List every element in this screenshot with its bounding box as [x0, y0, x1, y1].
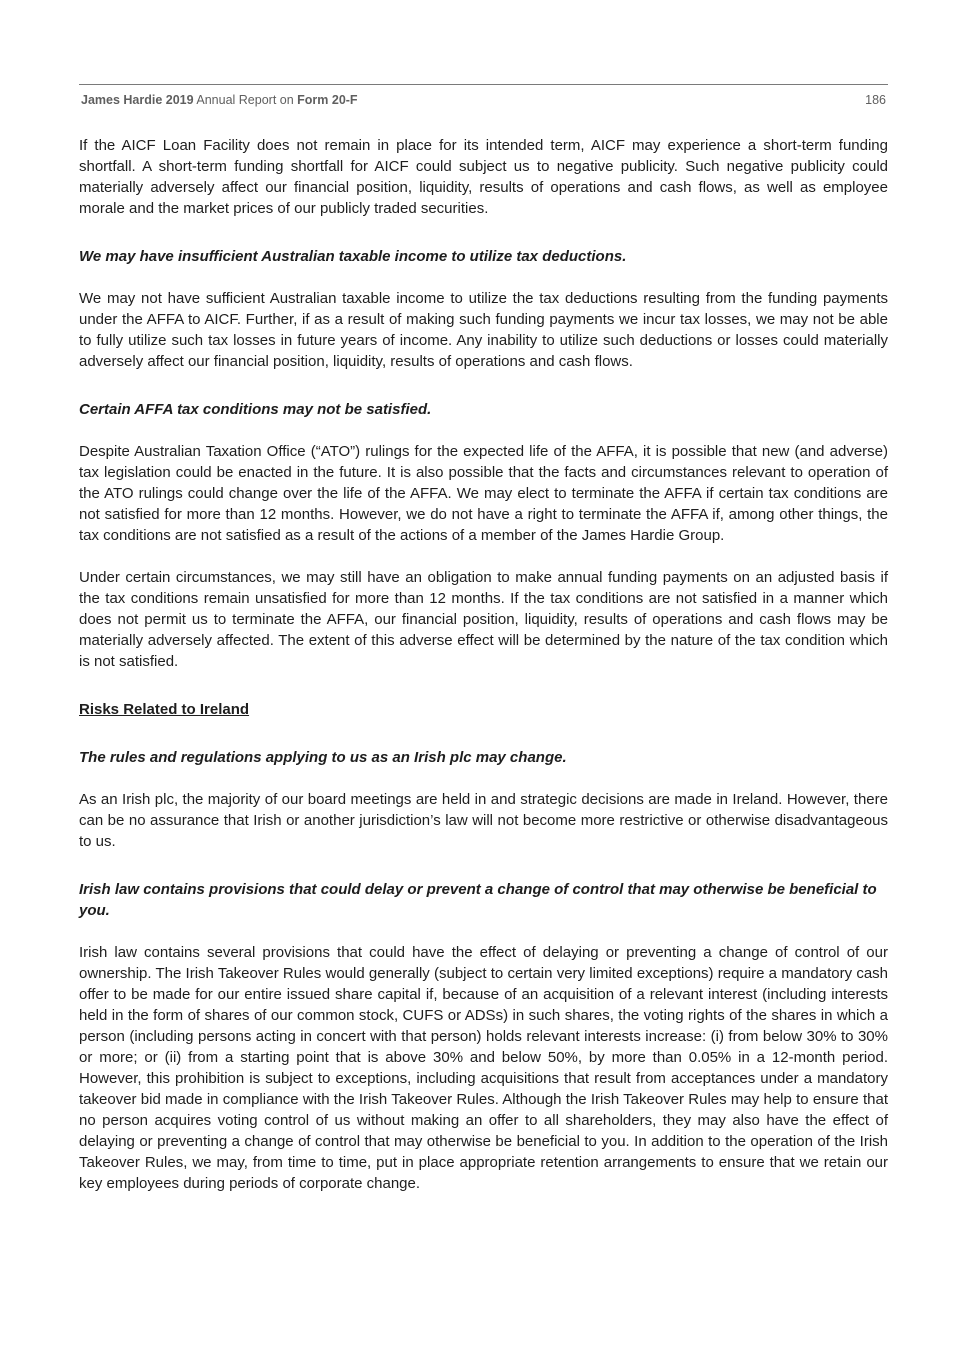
report-title — [81, 92, 358, 108]
paragraph: If the AICF Loan Facility does not remain in place for its intended term, AICF may experience a short-term funding shortfall. A short-term funding shortfall for AICF could subject us to negative publicity. Such negative publicity could materially adversely affect our financial position, liquidity, results of operations and cash flows, as well as employee morale and the market prices of our publicly traded securities. — [79, 137, 888, 217]
paragraph: Despite Australian Taxation Office (“ATO”) rulings for the expected life of the AFFA, it is possible that new (and adverse) tax legislation could be enacted in the future. It is also possible that the facts and circumstances relevant to operation of the ATO rulings could change over the life of the AFFA. We may elect to terminate the AFFA if certain tax conditions are not satisfied for more than 12 months. However, we do not have a right to terminate the AFFA if, among other things, the tax conditions are not satisfied as a result of the actions of a member of the James Hardie Group. — [79, 443, 888, 544]
section-heading-italic: Certain AFFA tax conditions may not be satisfied. — [79, 401, 432, 418]
page-number: 186 — [865, 93, 886, 107]
document-body — [79, 135, 888, 1194]
section-heading-italic: Irish law contains provisions that could delay or prevent a change of control that may otherwise be beneficial to you. — [79, 881, 877, 919]
paragraph: Under certain circumstances, we may still have an obligation to make annual funding payments on an adjusted basis if the tax conditions remain unsatisfied for more than 12 months. If the tax conditions are not satisfied in a manner which does not permit us to terminate the AFFA, our financial position, liquidity, results of operations and cash flows may be materially adversely affected. The extent of this adverse effect will be determined by the nature of the tax condition which is not satisfied. — [79, 569, 888, 670]
report-title-company: James Hardie 2019 — [81, 93, 194, 107]
section-heading-italic: The rules and regulations applying to us as an Irish plc may change. — [79, 749, 567, 766]
report-title-middle: Annual Report on — [193, 93, 298, 107]
report-header — [79, 85, 888, 108]
report-title-form: Form 20-F — [297, 93, 358, 107]
paragraph: Irish law contains several provisions that could have the effect of delaying or preventing a change of control of our ownership. The Irish Takeover Rules would generally (subject to certain very limited exceptions) require a mandatory cash offer to be made for our entire issued share capital if, because of an acquisition of a relevant interest (including interests held in the form of shares of our common stock, CUFS or ADSs) in such shares, the voting rights of the shares in which a person (including persons acting in concert with that person) holds relevant interests increase: (i) from below 30% to 30% or more; or (ii) from a starting point that is above 30% and below 50%, by more than 0.05% in a 12-month period. However, this prohibition is subject to exceptions, including acquisitions that result from acceptances under a mandatory takeover bid made in compliance with the Irish Takeover Rules. Although the Irish Takeover Rules may help to ensure that no person acquires voting control of us without making an offer to all shareholders, they may also have the effect of delaying or preventing a change of control that may otherwise be beneficial to you. In addition to the operation of the Irish Takeover Rules, we may, from time to time, put in place appropriate retention arrangements to ensure that we retain our key employees during periods of corporate change. — [79, 944, 888, 1192]
section-heading-italic: We may have insufficient Australian taxable income to utilize tax deductions. — [79, 248, 627, 265]
paragraph: As an Irish plc, the majority of our board meetings are held in and strategic decisions are made in Ireland. However, there can be no assurance that Irish or another jurisdiction’s law will not become more restrictive or otherwise disadvantageous to us. — [79, 791, 888, 850]
section-heading-underlined: Risks Related to Ireland — [79, 701, 250, 718]
paragraph: We may not have sufficient Australian taxable income to utilize the tax deductions resulting from the funding payments under the AFFA to AICF. Further, if as a result of making such funding payments we incur tax losses, we may not be able to fully utilize such tax losses in future years of income. Any inability to utilize such deductions or losses could materially adversely affect our financial position, liquidity, results of operations and cash flows. — [79, 290, 888, 370]
